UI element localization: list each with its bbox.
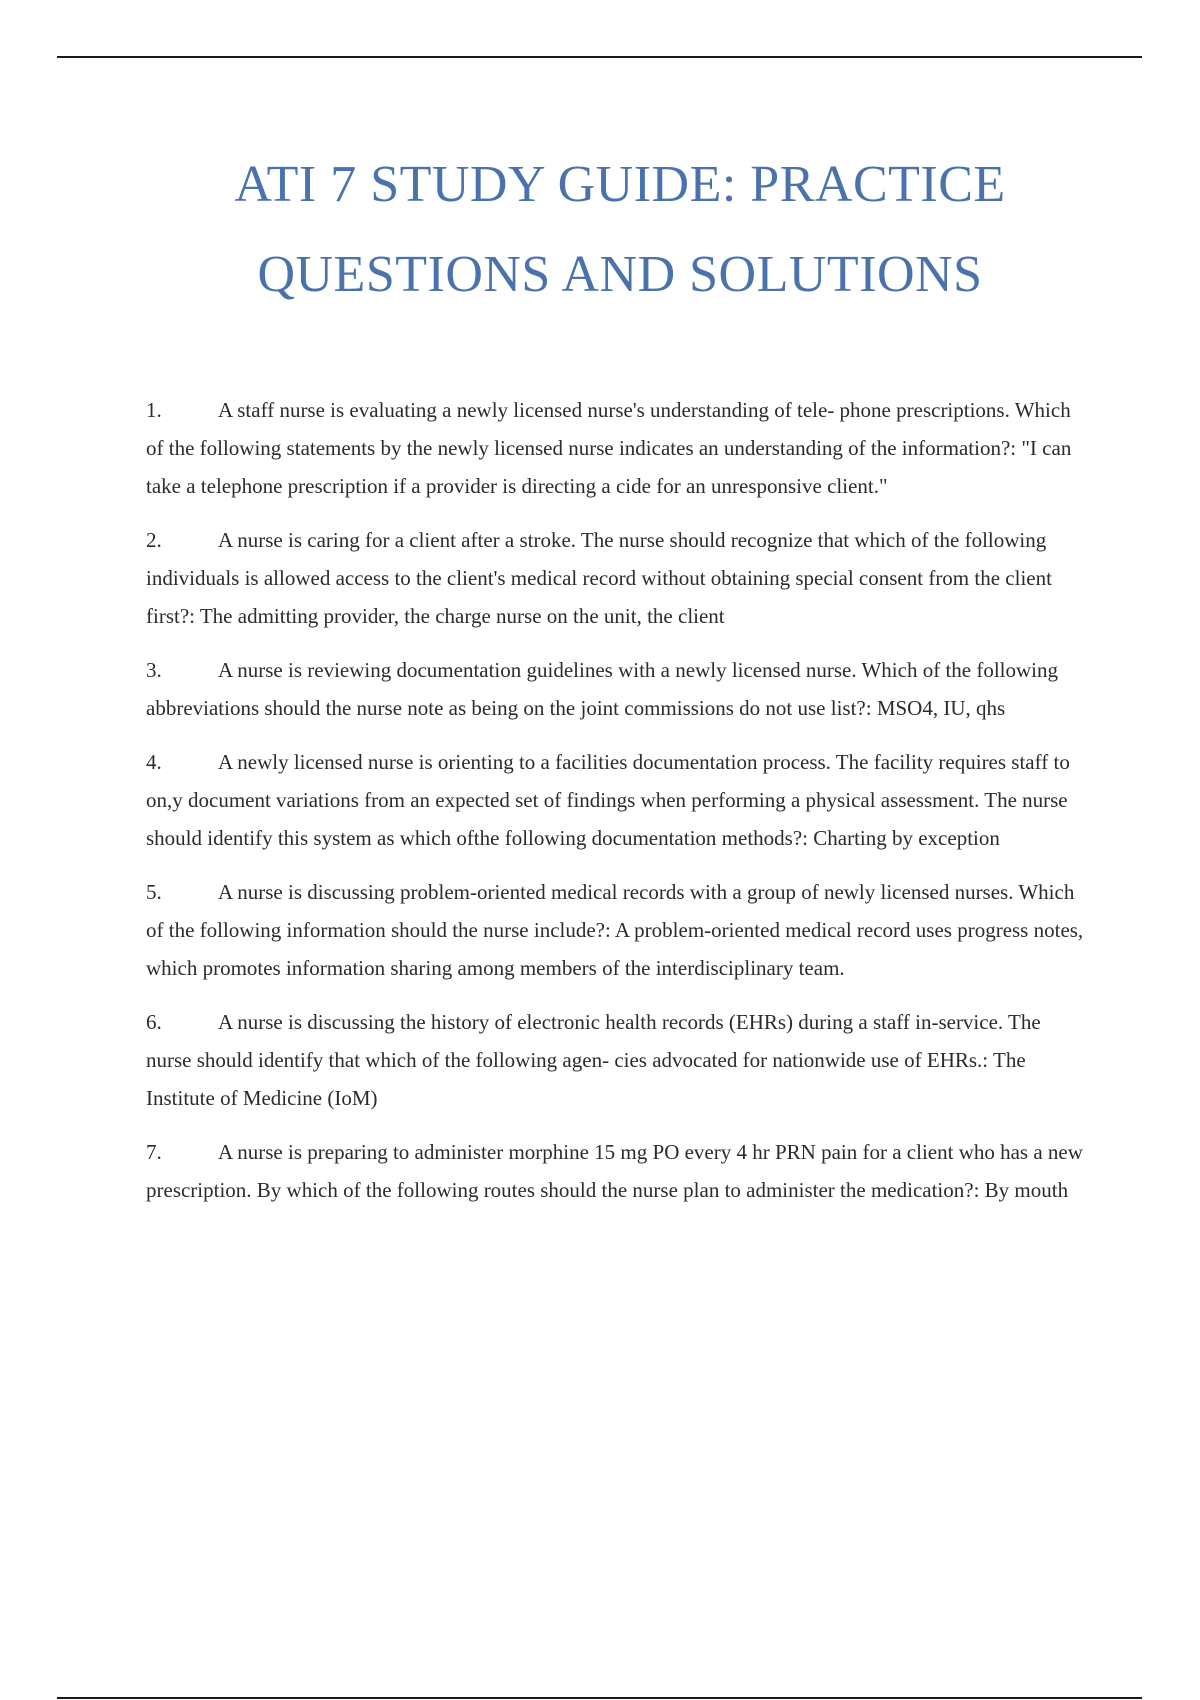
question-item	[146, 391, 1086, 505]
question-item	[146, 873, 1086, 987]
question-text: A staff nurse is evaluating a newly licensed nurse's understanding of tele- phone prescriptions. Which of the following statements by the newly licensed nurse indicates an understanding of the information?: "I can take a telephone prescription if a provider is directing a cide for an unresponsive client."	[146, 398, 1072, 498]
question-text: A newly licensed nurse is orienting to a facilities documentation process. The facility requires staff to on,y document variations from an expected set of findings when performing a physical assessment. The nurse should identify this system as which ofthe following documentation methods?: Charting by exception	[146, 750, 1070, 850]
question-item	[146, 651, 1086, 727]
question-number: 5.	[146, 880, 162, 904]
question-text: A nurse is discussing the history of electronic health records (EHRs) during a staff in-service. The nurse should identify that which of the following agen- cies advocated for nationwide use of EHRs.: The Institute of Medicine (IoM)	[146, 1010, 1041, 1110]
title-line-1: ATI 7 STUDY GUIDE: PRACTICE	[234, 156, 1006, 213]
question-item	[146, 743, 1086, 857]
question-item	[146, 1003, 1086, 1117]
question-number: 3.	[146, 658, 162, 682]
question-text: A nurse is preparing to administer morphine 15 mg PO every 4 hr PRN pain for a client who has a new prescription. By which of the following routes should the nurse plan to administer the medication?: By mouth	[146, 1140, 1083, 1202]
question-item	[146, 1133, 1086, 1209]
question-text: A nurse is caring for a client after a stroke. The nurse should recognize that which of the following individuals is allowed access to the client's medical record without obtaining special consent from the client first?: The admitting provider, the charge nurse on the unit, the client	[146, 528, 1052, 628]
question-list	[146, 391, 1086, 1225]
question-number: 1.	[146, 398, 162, 422]
question-item	[146, 521, 1086, 635]
question-text: A nurse is reviewing documentation guidelines with a newly licensed nurse. Which of the following abbreviations should the nurse note as being on the joint commissions do not use list?: MSO4, IU, qhs	[146, 658, 1059, 720]
question-text: A nurse is discussing problem-oriented medical records with a group of newly licensed nurses. Which of the following information should the nurse include?: A problem-oriented medical record uses progress notes, which promotes information sharing among members of the interdisciplinary team.	[146, 880, 1084, 980]
title-line-2: QUESTIONS AND SOLUTIONS	[257, 246, 983, 303]
bottom-rule	[57, 1697, 1142, 1699]
document-title	[0, 140, 1200, 320]
question-number: 4.	[146, 750, 162, 774]
top-rule	[57, 56, 1142, 58]
question-number: 2.	[146, 528, 162, 552]
question-number: 6.	[146, 1010, 162, 1034]
question-number: 7.	[146, 1140, 162, 1164]
